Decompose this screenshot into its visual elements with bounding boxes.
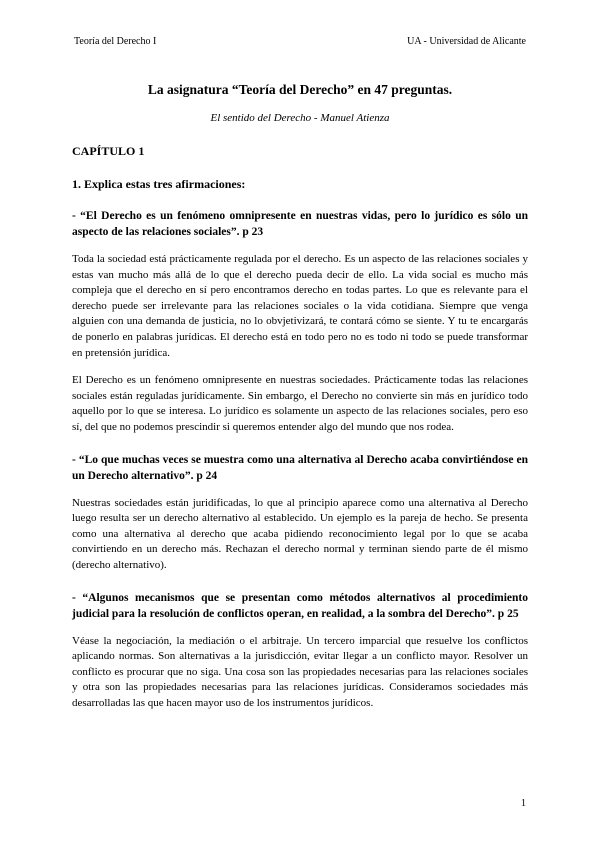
chapter-heading: CAPÍTULO 1 [72, 144, 145, 158]
paragraph-1: Toda la sociedad está prácticamente regulada por el derecho. Es un aspecto de las relaciones sociales y estas van mucho más allá de lo que el derecho pueda decir de ello. La vida social es mucho más compleja que el derecho en sí pero encontramos derecho en todas partes. Lo que es relevante para el derecho puede ser irrelevante para las relaciones sociales o la vida cotidiana. Siempre que venga alguien con una demanda de justicia, no lo obvjetivizará, te contará cómo se siente. Y tu te encargarás de ponerlo en palabras jurídicas. El derecho está en todo pero no es todo ni todo se puede transformar en pretensión jurídica. [72, 253, 528, 359]
paragraph-2: El Derecho es un fenómeno omnipresente en nuestras sociedades. Prácticamente todas las relaciones sociales están reguladas jurídicamente. Sin embargo, el Derecho no convierte sin más en jurídico todo aquello por lo que se interesa. Lo jurídico es solamente un aspecto de las relaciones sociales, pero eso sí, del que no podemos prescindir si queremos entender algo del mundo que nos rodea. [72, 374, 528, 433]
header-course: Teoría del Derecho I [74, 36, 157, 47]
paragraph-4: Véase la negociación, la mediación o el arbitraje. Un tercero imparcial que resuelve los conflictos aplicando normas. Son alternativas a la jurisdicción, evitar llegar a un conflicto mayor. Resolver un conflicto es procurar que no siga. Una cosa son las propiedades necesarias para las relaciones sociales y otra son las propiedades necesarias para las relaciones jurídicas. Consideramos sociedades más desarrolladas las que hacen mayor uso de los instrumentos jurídicos. [72, 634, 528, 709]
document-subtitle: El sentido del Derecho - Manuel Atienza [210, 112, 390, 124]
header-university: UA - Universidad de Alicante [407, 36, 526, 47]
quote-2: - “Lo que muchas veces se muestra como una alternativa al Derecho acaba convirtiéndose en un Derecho alternativo”. p 24 [72, 453, 528, 482]
quote-1: - “El Derecho es un fenómeno omnipresente en nuestras vidas, pero lo jurídico es sólo un aspecto de las relaciones sociales”. p 23 [72, 210, 528, 238]
question-heading: 1. Explica estas tres afirmaciones: [72, 177, 246, 191]
paragraph-3: Nuestras sociedades están juridificadas, lo que al principio aparece como una alternativa al Derecho luego resulta ser un derecho alternativo al establecido. Un ejemplo es la pareja de hecho. Se presenta como una alternativa al derecho que acaba pidiendo reconocimiento legal por lo que se acaba convirtiendo en un derecho más. Rechazan el derecho normal y terminan siendo parte de él mismo (derecho alternativo). [72, 496, 528, 571]
quote-3: - “Algunos mecanismos que se presentan como métodos alternativos al procedimiento judicial para la resolución de conflictos operan, en realidad, a la sombra del Derecho”. p 25 [72, 591, 528, 620]
page-number: 1 [521, 798, 526, 809]
document-body [72, 82, 528, 711]
document-title: La asignatura “Teoría del Derecho” en 47 preguntas. [147, 82, 453, 97]
